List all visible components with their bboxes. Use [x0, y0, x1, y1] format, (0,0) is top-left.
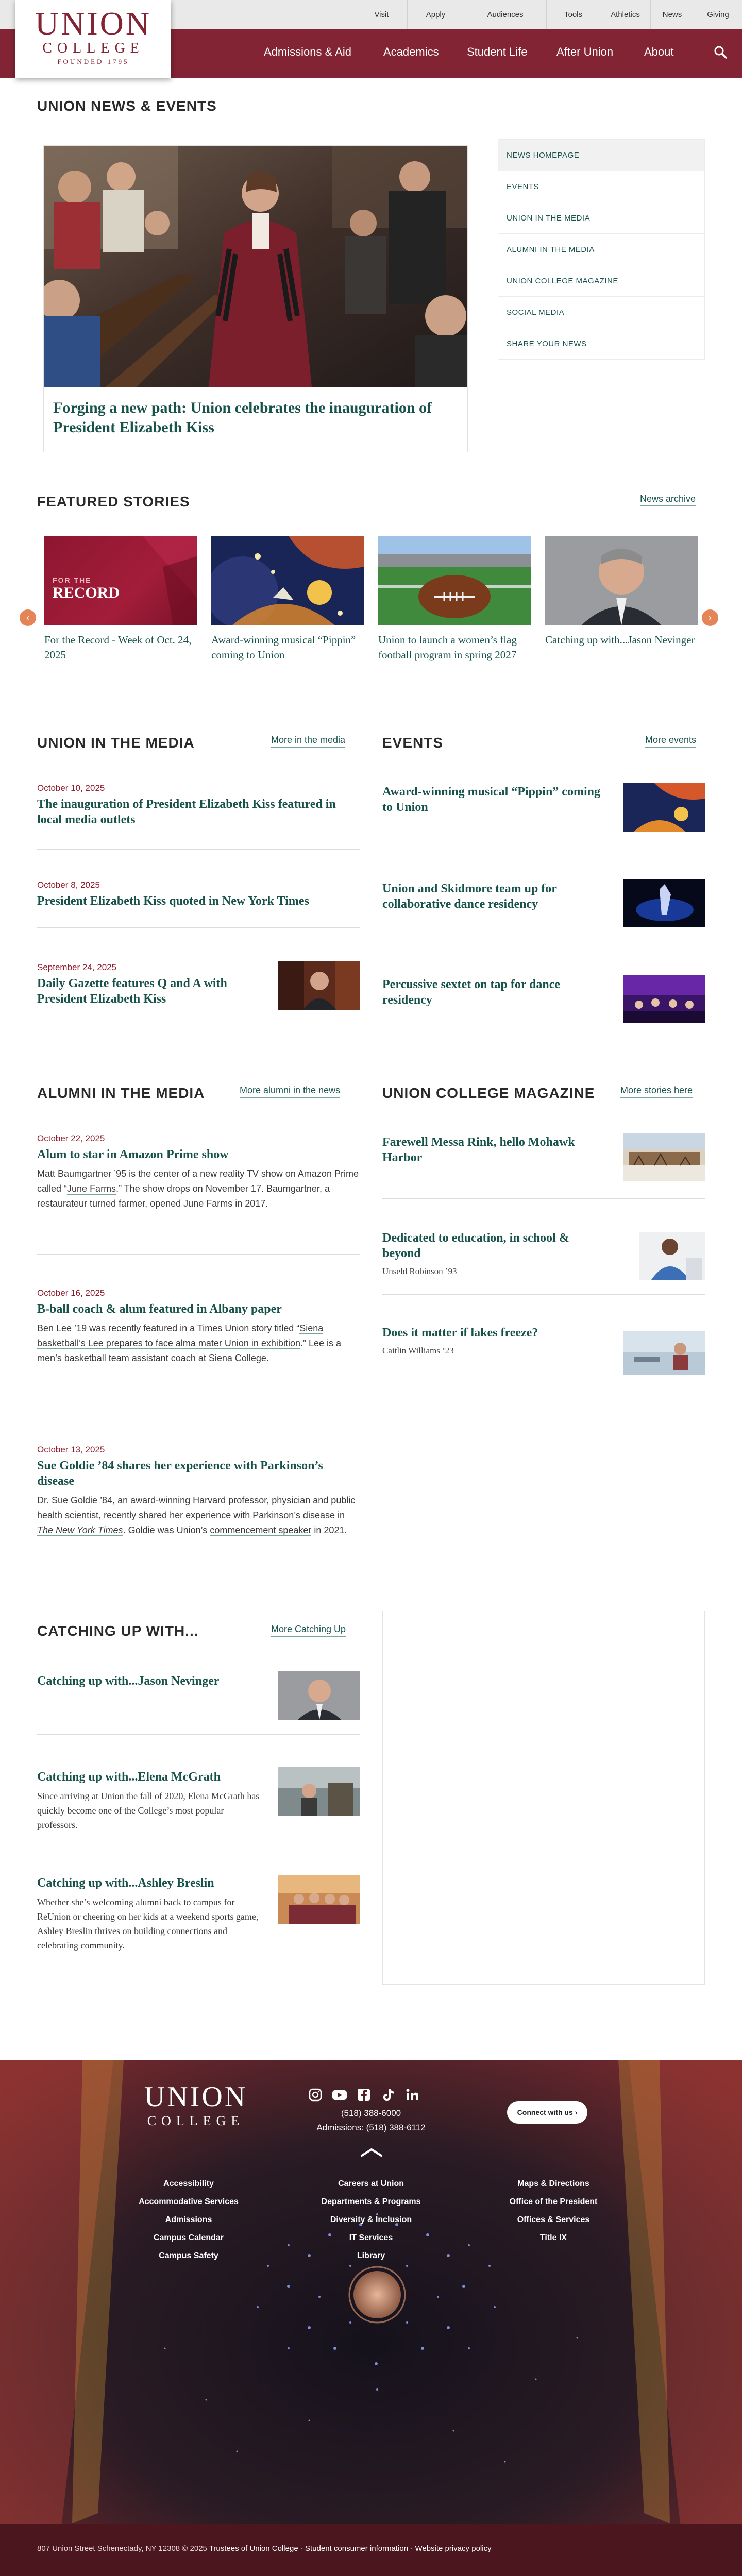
magazine-item[interactable]	[382, 1227, 609, 1277]
featured-card-image[interactable]	[378, 536, 531, 625]
magazine-title[interactable]: Does it matter if lakes freeze?	[382, 1326, 538, 1340]
chevron-up-icon[interactable]	[360, 2147, 383, 2158]
footer-legal	[37, 2544, 492, 2553]
list-item[interactable]	[37, 880, 360, 909]
footer-link[interactable]: Departments & Programs	[321, 2197, 421, 2206]
magazine-thumbnail[interactable]	[623, 1331, 705, 1375]
facebook-icon[interactable]	[357, 2088, 371, 2102]
logo-founded: FOUNDED 1795	[57, 58, 129, 65]
utility-tools-link[interactable]: Tools	[546, 0, 600, 29]
footer-phone[interactable]: (518) 388-6000	[341, 2108, 401, 2118]
utility-visit-link[interactable]: Visit	[356, 0, 407, 29]
footer-link[interactable]: Accessibility	[163, 2179, 214, 2188]
union-in-media-heading: UNION IN THE MEDIA	[37, 735, 195, 751]
event-thumbnail[interactable]	[623, 879, 705, 927]
nav-student-life[interactable]: Student Life	[467, 45, 528, 58]
featured-card[interactable]	[211, 536, 364, 663]
utility-giving-link[interactable]: Giving	[694, 0, 742, 29]
magazine-author: Unseld Robinson ’93	[382, 1266, 457, 1276]
divider	[382, 1198, 705, 1199]
item-date: October 13, 2025	[37, 1445, 105, 1454]
separator: ·	[410, 2544, 413, 2553]
item-thumbnail[interactable]	[278, 961, 360, 1010]
youtube-icon[interactable]	[332, 2088, 347, 2102]
featured-card-caption[interactable]: Union to launch a women’s flag football program in spring 2027	[378, 634, 517, 661]
magazine-thumbnail[interactable]	[639, 1232, 705, 1280]
sidebar-item-events[interactable]: EVENTS	[498, 171, 705, 202]
item-thumbnail[interactable]	[278, 1671, 360, 1720]
magazine-item[interactable]	[382, 1131, 609, 1165]
site-footer	[0, 2060, 742, 2576]
item-title[interactable]: Catching up with...Ashley Breslin	[37, 1876, 214, 1890]
item-title[interactable]: B-ball coach & alum featured in Albany paper	[37, 1302, 282, 1316]
featured-card[interactable]	[378, 536, 531, 663]
item-date: October 16, 2025	[37, 1288, 105, 1298]
union-college-logo[interactable]	[15, 0, 171, 78]
events-heading: EVENTS	[382, 735, 444, 751]
list-item[interactable]	[37, 1445, 360, 1538]
times-union-article-link[interactable]: Siena basketball’s Lee prepares to face alma mater Union in exhibition	[37, 1323, 324, 1348]
hero-headline[interactable]: Forging a new path: Union celebrates the inauguration of President Elizabeth Kiss	[53, 399, 432, 436]
consumer-info-link[interactable]: Student consumer information	[305, 2544, 409, 2553]
more-alumni-link[interactable]: More alumni in the news	[240, 1085, 340, 1098]
event-item[interactable]	[382, 974, 609, 1008]
catching-up-feature-panel	[382, 1611, 705, 1985]
footer-link[interactable]: Title IX	[539, 2233, 567, 2242]
featured-card-image[interactable]	[545, 536, 698, 625]
sidebar-item-union-college-magazine[interactable]: UNION COLLEGE MAGAZINE	[498, 265, 705, 297]
event-item[interactable]	[382, 878, 609, 912]
instagram-icon[interactable]	[308, 2088, 323, 2102]
june-farms-link[interactable]: June Farms	[67, 1183, 116, 1194]
logo-union-word: UNION	[35, 5, 152, 42]
footer-admissions-phone[interactable]: Admissions: (518) 388-6112	[316, 2123, 426, 2132]
footer-link[interactable]: Maps & Directions	[517, 2179, 589, 2188]
item-thumbnail[interactable]	[278, 1875, 360, 1924]
featured-card[interactable]	[44, 536, 197, 663]
featured-card-image[interactable]	[211, 536, 364, 625]
magazine-thumbnail[interactable]	[623, 1133, 705, 1181]
featured-card[interactable]	[545, 536, 698, 648]
item-title[interactable]: President Elizabeth Kiss quoted in New York Times	[37, 894, 309, 908]
event-title[interactable]: Union and Skidmore team up for collaborative dance residency	[382, 882, 557, 911]
list-item[interactable]	[37, 1766, 264, 1832]
privacy-policy-link[interactable]: Website privacy policy	[415, 2544, 492, 2553]
news-sidebar	[498, 139, 705, 360]
footer-logo-college[interactable]: COLLEGE	[147, 2113, 245, 2128]
nav-admissions-aid[interactable]: Admissions & Aid	[264, 45, 351, 58]
divider	[37, 1254, 360, 1255]
utility-apply-link[interactable]: Apply	[407, 0, 464, 29]
page-title: UNION NEWS & EVENTS	[37, 98, 217, 114]
footer-bottom-bar	[0, 2524, 742, 2576]
footer-link[interactable]: IT Services	[349, 2233, 393, 2242]
hero-story[interactable]	[43, 145, 468, 452]
list-item[interactable]	[37, 1670, 264, 1689]
event-thumbnail[interactable]	[623, 783, 705, 832]
news-archive-link[interactable]: News archive	[640, 494, 696, 506]
alumni-in-media-heading: ALUMNI IN THE MEDIA	[37, 1085, 205, 1101]
footer-link[interactable]: Office of the President	[509, 2197, 598, 2206]
footer-link[interactable]: Diversity & Inclusion	[330, 2215, 412, 2224]
featured-card-image[interactable]	[44, 536, 197, 625]
item-title[interactable]: Catching up with...Elena McGrath	[37, 1770, 221, 1784]
list-item[interactable]	[37, 1288, 360, 1366]
search-icon[interactable]	[714, 45, 727, 59]
utility-athletics-link[interactable]: Athletics	[600, 0, 650, 29]
commencement-speaker-link[interactable]: commencement speaker	[210, 1525, 312, 1535]
connect-with-us-button[interactable]: Connect with us ›	[507, 2101, 587, 2124]
item-summary: Matt Baumgartner ’95 is the center of a new reality TV show on Amazon Prime called “June Farms.” The show drops on November 17. Baumgartner, a restaurateur turned farmer, opened June Farms in 2017.	[37, 1168, 359, 1209]
list-item[interactable]	[37, 1133, 360, 1211]
featured-card-image-text: RECORD	[53, 584, 120, 601]
magazine-item[interactable]	[382, 1322, 609, 1356]
item-summary: Dr. Sue Goldie ’84, an award-winning Harvard professor, physician and public health scientist, recently shared her experience with Parkinson’s disease in The New York Times. Goldie was Union’s commencement speaker in 2021.	[37, 1495, 356, 1535]
linkedin-icon[interactable]	[405, 2088, 419, 2102]
list-item[interactable]	[37, 783, 360, 827]
magazine-author: Caitlin Williams ’23	[382, 1346, 454, 1355]
featured-card-caption[interactable]: Catching up with...Jason Nevinger	[545, 634, 695, 646]
magazine-title[interactable]: Dedicated to education, in school & beyond	[382, 1231, 569, 1260]
item-date: October 8, 2025	[37, 880, 100, 890]
item-title[interactable]: Alum to star in Amazon Prime show	[37, 1148, 229, 1161]
item-date: October 10, 2025	[37, 783, 105, 793]
sidebar-item-news-homepage[interactable]: NEWS HOMEPAGE	[498, 139, 705, 171]
event-item[interactable]	[382, 781, 609, 815]
sidebar-item-union-in-the-media[interactable]: UNION IN THE MEDIA	[498, 202, 705, 234]
nav-after-union[interactable]: After Union	[556, 45, 614, 58]
footer-address: 807 Union Street Schenectady, NY 12308 © 2025	[37, 2544, 207, 2553]
event-thumbnail[interactable]	[623, 975, 705, 1023]
more-catching-up-link[interactable]: More Catching Up	[271, 1624, 346, 1637]
item-summary: Whether she’s welcoming alumni back to campus for ReUnion or cheering on her kids at a weekend sports game, Ashley Breslin thrives on building connections and celebrating community.	[37, 1897, 259, 1951]
item-date: September 24, 2025	[37, 962, 117, 972]
featured-card-caption[interactable]: For the Record - Week of Oct. 24, 2025	[44, 634, 192, 661]
nyt-link[interactable]: The New York Times	[37, 1525, 123, 1535]
footer-link[interactable]: Careers at Union	[338, 2179, 404, 2188]
carousel-next-button[interactable]: ›	[702, 609, 718, 626]
tiktok-icon[interactable]	[381, 2088, 395, 2102]
item-summary: Ben Lee ’19 was recently featured in a Times Union story titled “Siena basketball’s Lee prepares to face alma mater Union in exhibition.” Lee is a men’s basketball team assistant coach at Siena College.	[37, 1323, 342, 1363]
sidebar-item-share-your-news[interactable]: SHARE YOUR NEWS	[498, 328, 705, 360]
footer-link[interactable]: Admissions	[165, 2215, 212, 2224]
catching-up-heading: CATCHING UP WITH...	[37, 1623, 199, 1639]
nav-about[interactable]: About	[644, 45, 674, 58]
divider	[37, 927, 360, 928]
carousel-prev-button[interactable]: ‹	[20, 609, 36, 626]
magazine-heading: UNION COLLEGE MAGAZINE	[382, 1085, 595, 1101]
magazine-title[interactable]: Farewell Messa Rink, hello Mohawk Harbor	[382, 1136, 575, 1164]
footer-link[interactable]: Library	[357, 2251, 385, 2260]
footer-background	[0, 2060, 742, 2576]
utility-audiences-link[interactable]: Audiences	[464, 0, 546, 29]
featured-stories-heading: FEATURED STORIES	[37, 494, 190, 510]
footer-link[interactable]: Campus Calendar	[153, 2233, 224, 2242]
item-title[interactable]: The inauguration of President Elizabeth Kiss featured in local media outlets	[37, 798, 336, 826]
more-in-media-link[interactable]: More in the media	[271, 735, 345, 748]
item-thumbnail[interactable]	[278, 1767, 360, 1816]
item-title[interactable]: Sue Goldie ’84 shares her experience with Parkinson’s disease	[37, 1459, 323, 1488]
list-item[interactable]	[37, 962, 269, 1007]
event-title[interactable]: Percussive sextet on tap for dance residency	[382, 978, 561, 1007]
item-summary: Since arriving at Union the fall of 2020, Elena McGrath has quickly become one of the College’s most popular professors.	[37, 1791, 260, 1830]
footer-link[interactable]: Accommodative Services	[139, 2197, 239, 2206]
footer-link[interactable]: Campus Safety	[159, 2251, 218, 2260]
divider	[382, 1294, 705, 1295]
item-title[interactable]: Catching up with...Jason Nevinger	[37, 1674, 220, 1688]
more-events-link[interactable]: More events	[645, 735, 696, 748]
sidebar-item-social-media[interactable]: SOCIAL MEDIA	[498, 297, 705, 328]
footer-logo-union[interactable]: UNION	[144, 2081, 248, 2113]
nav-academics[interactable]: Academics	[383, 45, 439, 58]
list-item[interactable]	[37, 1872, 264, 1953]
featured-card-caption[interactable]: Award-winning musical “Pippin” coming to Union	[211, 634, 356, 661]
more-stories-link[interactable]: More stories here	[620, 1085, 693, 1098]
trustees-link[interactable]: Trustees of Union College	[209, 2544, 298, 2553]
utility-news-link[interactable]: News	[650, 0, 694, 29]
divider	[37, 849, 360, 850]
separator: ·	[300, 2544, 303, 2553]
item-date: October 22, 2025	[37, 1133, 105, 1143]
logo-college-word: COLLEGE	[42, 40, 144, 56]
event-title[interactable]: Award-winning musical “Pippin” coming to Union	[382, 785, 600, 814]
item-title[interactable]: Daily Gazette features Q and A with President Elizabeth Kiss	[37, 977, 227, 1006]
footer-link[interactable]: Offices & Services	[517, 2215, 590, 2224]
sidebar-item-alumni-in-the-media[interactable]: ALUMNI IN THE MEDIA	[498, 234, 705, 265]
featured-card-image-text: FOR THE	[53, 576, 92, 584]
divider	[37, 1734, 360, 1735]
hero-image[interactable]	[44, 146, 467, 387]
